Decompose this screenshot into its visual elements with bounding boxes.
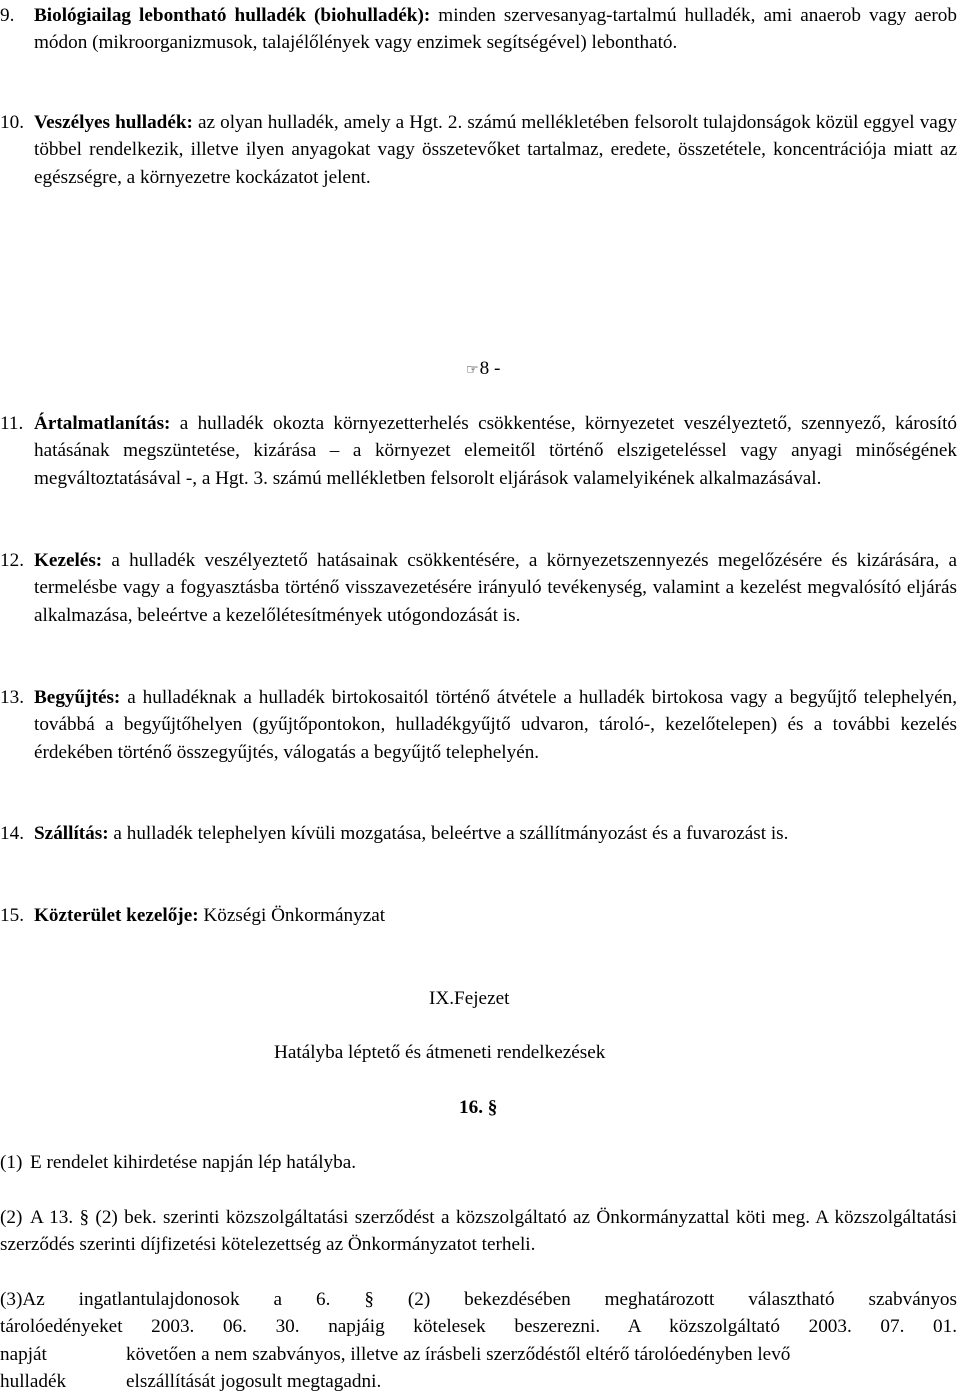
chapter-title: Hatályba léptető és átmeneti rendelkezések: [274, 1042, 606, 1063]
chapter-heading: IX.Fejezet: [429, 988, 510, 1009]
definition-term: Biológiailag lebontható hulladék (biohulladék):: [34, 5, 431, 26]
definition-body: [34, 902, 957, 929]
definition-number: 12.: [0, 550, 24, 571]
definition-body: [34, 684, 957, 766]
definition-body: [34, 2, 957, 57]
paragraph-line: tárolóedényeket 2003. 06. 30. napjáig kötelesek beszerezni. A közszolgáltató 2003. 07. 01.: [0, 1316, 957, 1337]
paragraph-line-label: napját: [0, 1344, 47, 1365]
definition-term: Közterület kezelője:: [34, 905, 199, 926]
definition-text: Községi Önkormányzat: [198, 905, 386, 926]
definition-term: Kezelés:: [34, 550, 103, 571]
definition-term: Begyűjtés:: [34, 687, 121, 708]
definition-text: a hulladék telephelyen kívüli mozgatása, beleértve a szállítmányozást és a fuvarozást is.: [108, 823, 789, 844]
definition-text: minden szervesanyag-tartalmú hulladék, ami anaerob vagy aerob módon (mikroorganizmusok, talajélőlények vagy enzimek segítségével) lebontható.: [34, 5, 957, 54]
definition-term: Ártalmatlanítás:: [34, 413, 171, 434]
definition-term: Veszélyes hulladék:: [34, 112, 193, 133]
definition-body: [34, 410, 957, 492]
definition-text: a hulladéknak a hulladék birtokosaitól történő átvétele a hulladék birtokosa vagy a begyűjtő telephelyén, továbbá a begyűjtőhelyen (gyűjtőpontokon, hulladékgyűjtő udvaron, tároló-, kezelőtelepen) és a további kezelés érdekében történő összegyűjtés, válogatás a begyűjtő telephelyén.: [34, 687, 957, 763]
paragraph-number: (3): [0, 1289, 23, 1310]
paragraph-text: Az ingatlantulajdonosok a 6. § (2) bekezdésében meghatározott választható szabványos: [22, 1289, 957, 1310]
paragraph-2: [0, 1204, 957, 1259]
paragraph-line-text: elszállítását jogosult megtagadni.: [126, 1371, 382, 1392]
paragraph-line-text: követően a nem szabványos, illetve az írásbeli szerződéstől eltérő tárolóedényben levő: [126, 1344, 791, 1365]
definition-body: [34, 109, 957, 191]
paragraph-line: [0, 1368, 957, 1395]
paragraph-1: [0, 1149, 957, 1176]
definition-item-11: [0, 410, 957, 492]
definition-item-9: [0, 2, 957, 57]
definition-number: 15.: [0, 905, 24, 926]
paragraph-line: [0, 1341, 957, 1368]
definition-body: [34, 820, 957, 847]
definition-item-14: [0, 820, 957, 847]
definition-item-12: [0, 547, 957, 629]
section-sign: §: [487, 1097, 498, 1118]
paragraph-number: (2): [0, 1207, 23, 1228]
definition-item-15: [0, 902, 957, 929]
pointing-hand-icon: ☞: [466, 362, 479, 378]
paragraph-number: (1): [0, 1152, 23, 1173]
section-heading: [459, 1094, 497, 1121]
definition-number: 13.: [0, 687, 24, 708]
paragraph-text: A 13. § (2) bek. szerinti közszolgáltatási szerződést a közszolgáltató az Önkormányzattal köti meg. A közszolgáltatási szerződés szerinti díjfizetési kötelezettség az Önkormányzatot terheli.: [0, 1207, 957, 1256]
definition-text: az olyan hulladék, amely a Hgt. 2. számú mellékletében felsorolt tulajdonságok közül eggyel vagy többel rendelkezik, illetve ilyen anyagokat vagy összetevőket tartalmaz, eredete, összetétele, koncentrációja miatt az egészségre, a környezetre kockázatot jelent.: [34, 112, 957, 188]
paragraph-text: E rendelet kihirdetése napján lép hatályba.: [30, 1152, 357, 1173]
definition-number: 11.: [0, 413, 24, 434]
definition-number: 10.: [0, 112, 24, 133]
paragraph-line-label: hulladék: [0, 1371, 67, 1392]
definition-text: a hulladék veszélyeztető hatásainak csökkentésére, a környezetszennyezés megelőzésére és kizárására, a termelésbe vagy a fogyasztásba történő visszavezetésére irányuló tevékenység, valamint a kezelést megvalósító eljárás alkalmazása, beleértve a kezelőlétesítmények utógondozását is.: [34, 550, 957, 626]
section-number: 16.: [459, 1097, 483, 1118]
definition-item-13: [0, 684, 957, 766]
definition-term: Szállítás:: [34, 823, 109, 844]
definition-number: 14.: [0, 823, 24, 844]
page-number: [466, 355, 500, 384]
definition-body: [34, 547, 957, 629]
page-number-text: 8 -: [479, 358, 501, 379]
paragraph-line: [0, 1286, 957, 1313]
definition-item-10: [0, 109, 957, 191]
definition-number: 9.: [0, 5, 15, 26]
definition-text: a hulladék okozta környezetterhelés csökkentése, környezetet veszélyeztető, szennyező, károsító hatásának megszüntetése, kizárása – a környezet elemeitől történő elszigeteléssel vagy anyagi minőségének megváltoztatásával -, a Hgt. 3. számú mellékletben felsorolt eljárások valamelyikének alkalmazásával.: [34, 413, 957, 489]
